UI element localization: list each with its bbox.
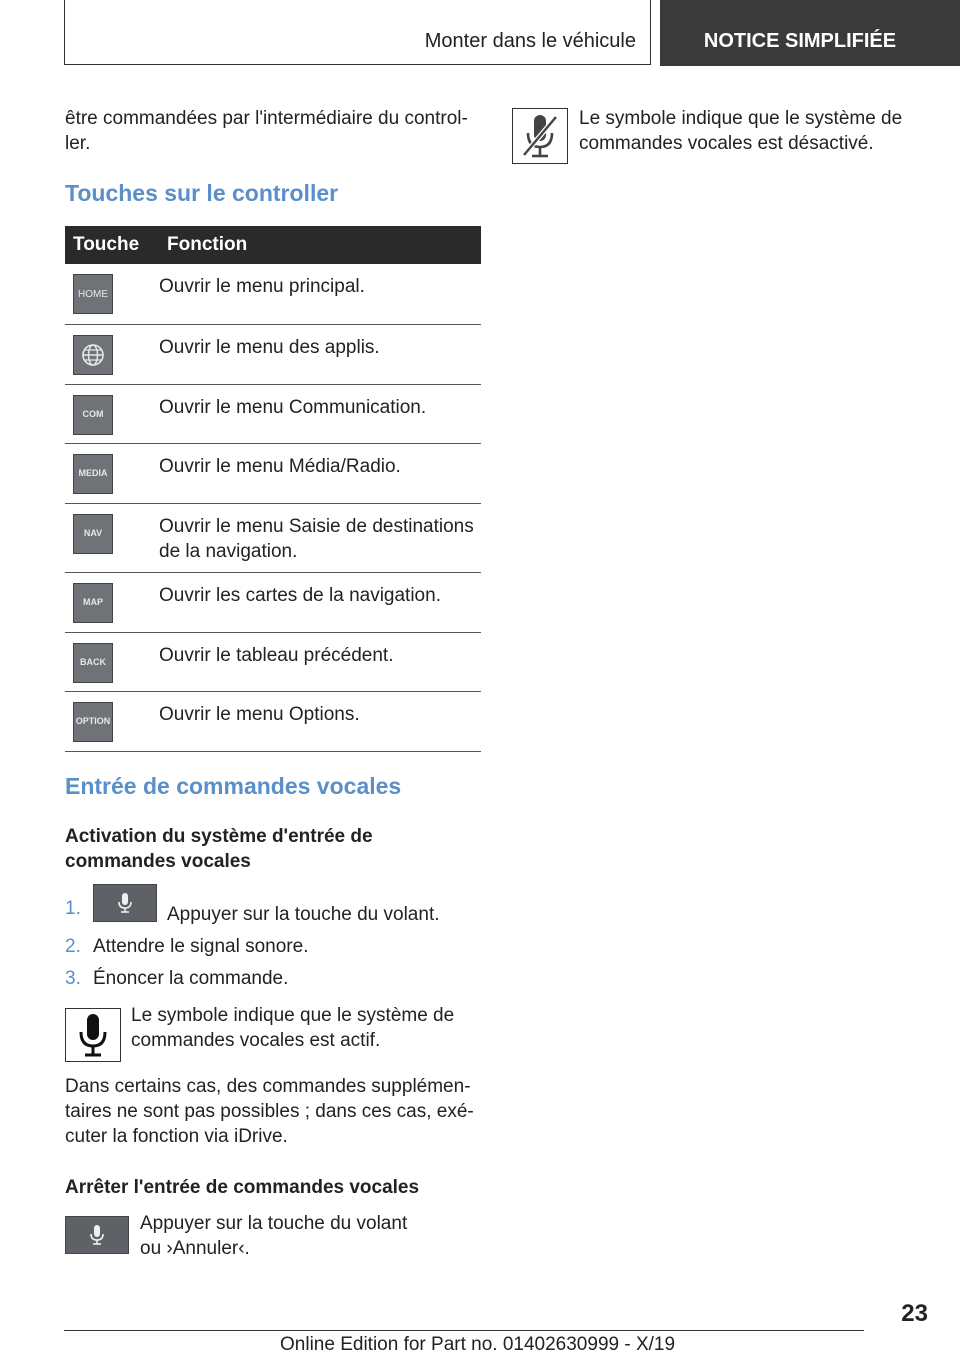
intro-paragraph: être commandées par l'intermédiaire du control‐ ler.: [65, 108, 468, 154]
step-text: Appuyer sur la touche du volant.: [167, 904, 440, 925]
list-item: [65, 966, 288, 991]
stop-subtitle: Arrêter l'entrée de commandes vocales: [65, 1177, 420, 1198]
function-cell: Ouvrir le tableau précédent.: [159, 632, 481, 691]
list-item: [65, 896, 93, 921]
voice-active-note: Le symbole indique que le système de commandes vocales est actif.: [131, 1005, 455, 1051]
step-number: 2.: [65, 936, 81, 957]
function-cell: Ouvrir le menu Options.: [159, 691, 481, 751]
controller-keys-table-wrap: [65, 226, 481, 752]
edition-footer: Online Edition for Part no. 01402630999 - X/19: [280, 1334, 676, 1355]
back-key-icon: BACK: [73, 643, 113, 683]
table-row: [65, 572, 481, 632]
voice-disabled-icon: [512, 108, 568, 164]
guide-badge: NOTICE SIMPLIFIÉE: [703, 30, 897, 52]
activation-subtitle: Activation du système d'entrée de commandes vocales: [65, 826, 373, 872]
table-row: [65, 443, 481, 503]
table-row: [65, 324, 481, 384]
function-cell: Ouvrir le menu des applis.: [159, 324, 481, 384]
function-cell: Ouvrir le menu Média/Radio.: [159, 443, 481, 503]
table-header-row: [65, 226, 481, 264]
com-key-icon: COM: [73, 395, 113, 435]
limitation-paragraph: Dans certains cas, des commandes supplémen‐ taires ne sont pas possibles ; dans ces cas, exé‐ cuter la fonction via iDrive.: [65, 1076, 474, 1147]
page-header: [0, 0, 960, 66]
voice-disabled-note: Le symbole indique que le système de commandes vocales est désactivé.: [579, 108, 903, 154]
function-cell: Ouvrir le menu Saisie de destinations de la navigation.: [159, 503, 481, 572]
nav-key-icon: NAV: [73, 514, 113, 554]
voice-active-icon: [65, 1008, 121, 1062]
table-row: [65, 384, 481, 443]
function-cell: Ouvrir le menu Communication.: [159, 384, 481, 443]
steering-wheel-mic-button-icon: [65, 1216, 129, 1254]
header-badge-box: [660, 0, 960, 66]
header-chapter-box: [64, 0, 651, 65]
step-text: Énoncer la commande.: [93, 968, 289, 989]
table-header-function: Fonction: [159, 226, 481, 264]
section-title-voice-commands: Entrée de commandes vocales: [65, 773, 402, 799]
function-cell: Ouvrir les cartes de la navigation.: [159, 572, 481, 632]
section-title-controller-keys: Touches sur le controller: [65, 180, 339, 206]
table-row: [65, 691, 481, 751]
option-key-icon: OPTION: [73, 702, 113, 742]
table-header-key: Touche: [65, 226, 159, 264]
table-row: [65, 632, 481, 691]
steering-wheel-mic-button-icon: [93, 884, 157, 922]
home-key-icon: HOME: [73, 274, 113, 314]
chapter-title: Monter dans le véhicule: [424, 30, 636, 52]
page-number: 23: [901, 1300, 928, 1327]
media-key-icon: MEDIA: [73, 454, 113, 494]
footer-divider: [64, 1330, 864, 1331]
table-row: [65, 264, 481, 324]
step-number: 1.: [65, 898, 81, 919]
function-cell: Ouvrir le menu principal.: [159, 264, 481, 324]
step-text: Attendre le signal sonore.: [93, 936, 309, 957]
step-number: 3.: [65, 968, 81, 989]
list-item: [65, 934, 308, 959]
map-key-icon: MAP: [73, 583, 113, 623]
globe-key-icon: [73, 335, 113, 375]
table-row: [65, 503, 481, 572]
controller-keys-table: [65, 226, 481, 752]
stop-instruction: Appuyer sur la touche du volant ou ›Annuler‹.: [140, 1213, 408, 1259]
